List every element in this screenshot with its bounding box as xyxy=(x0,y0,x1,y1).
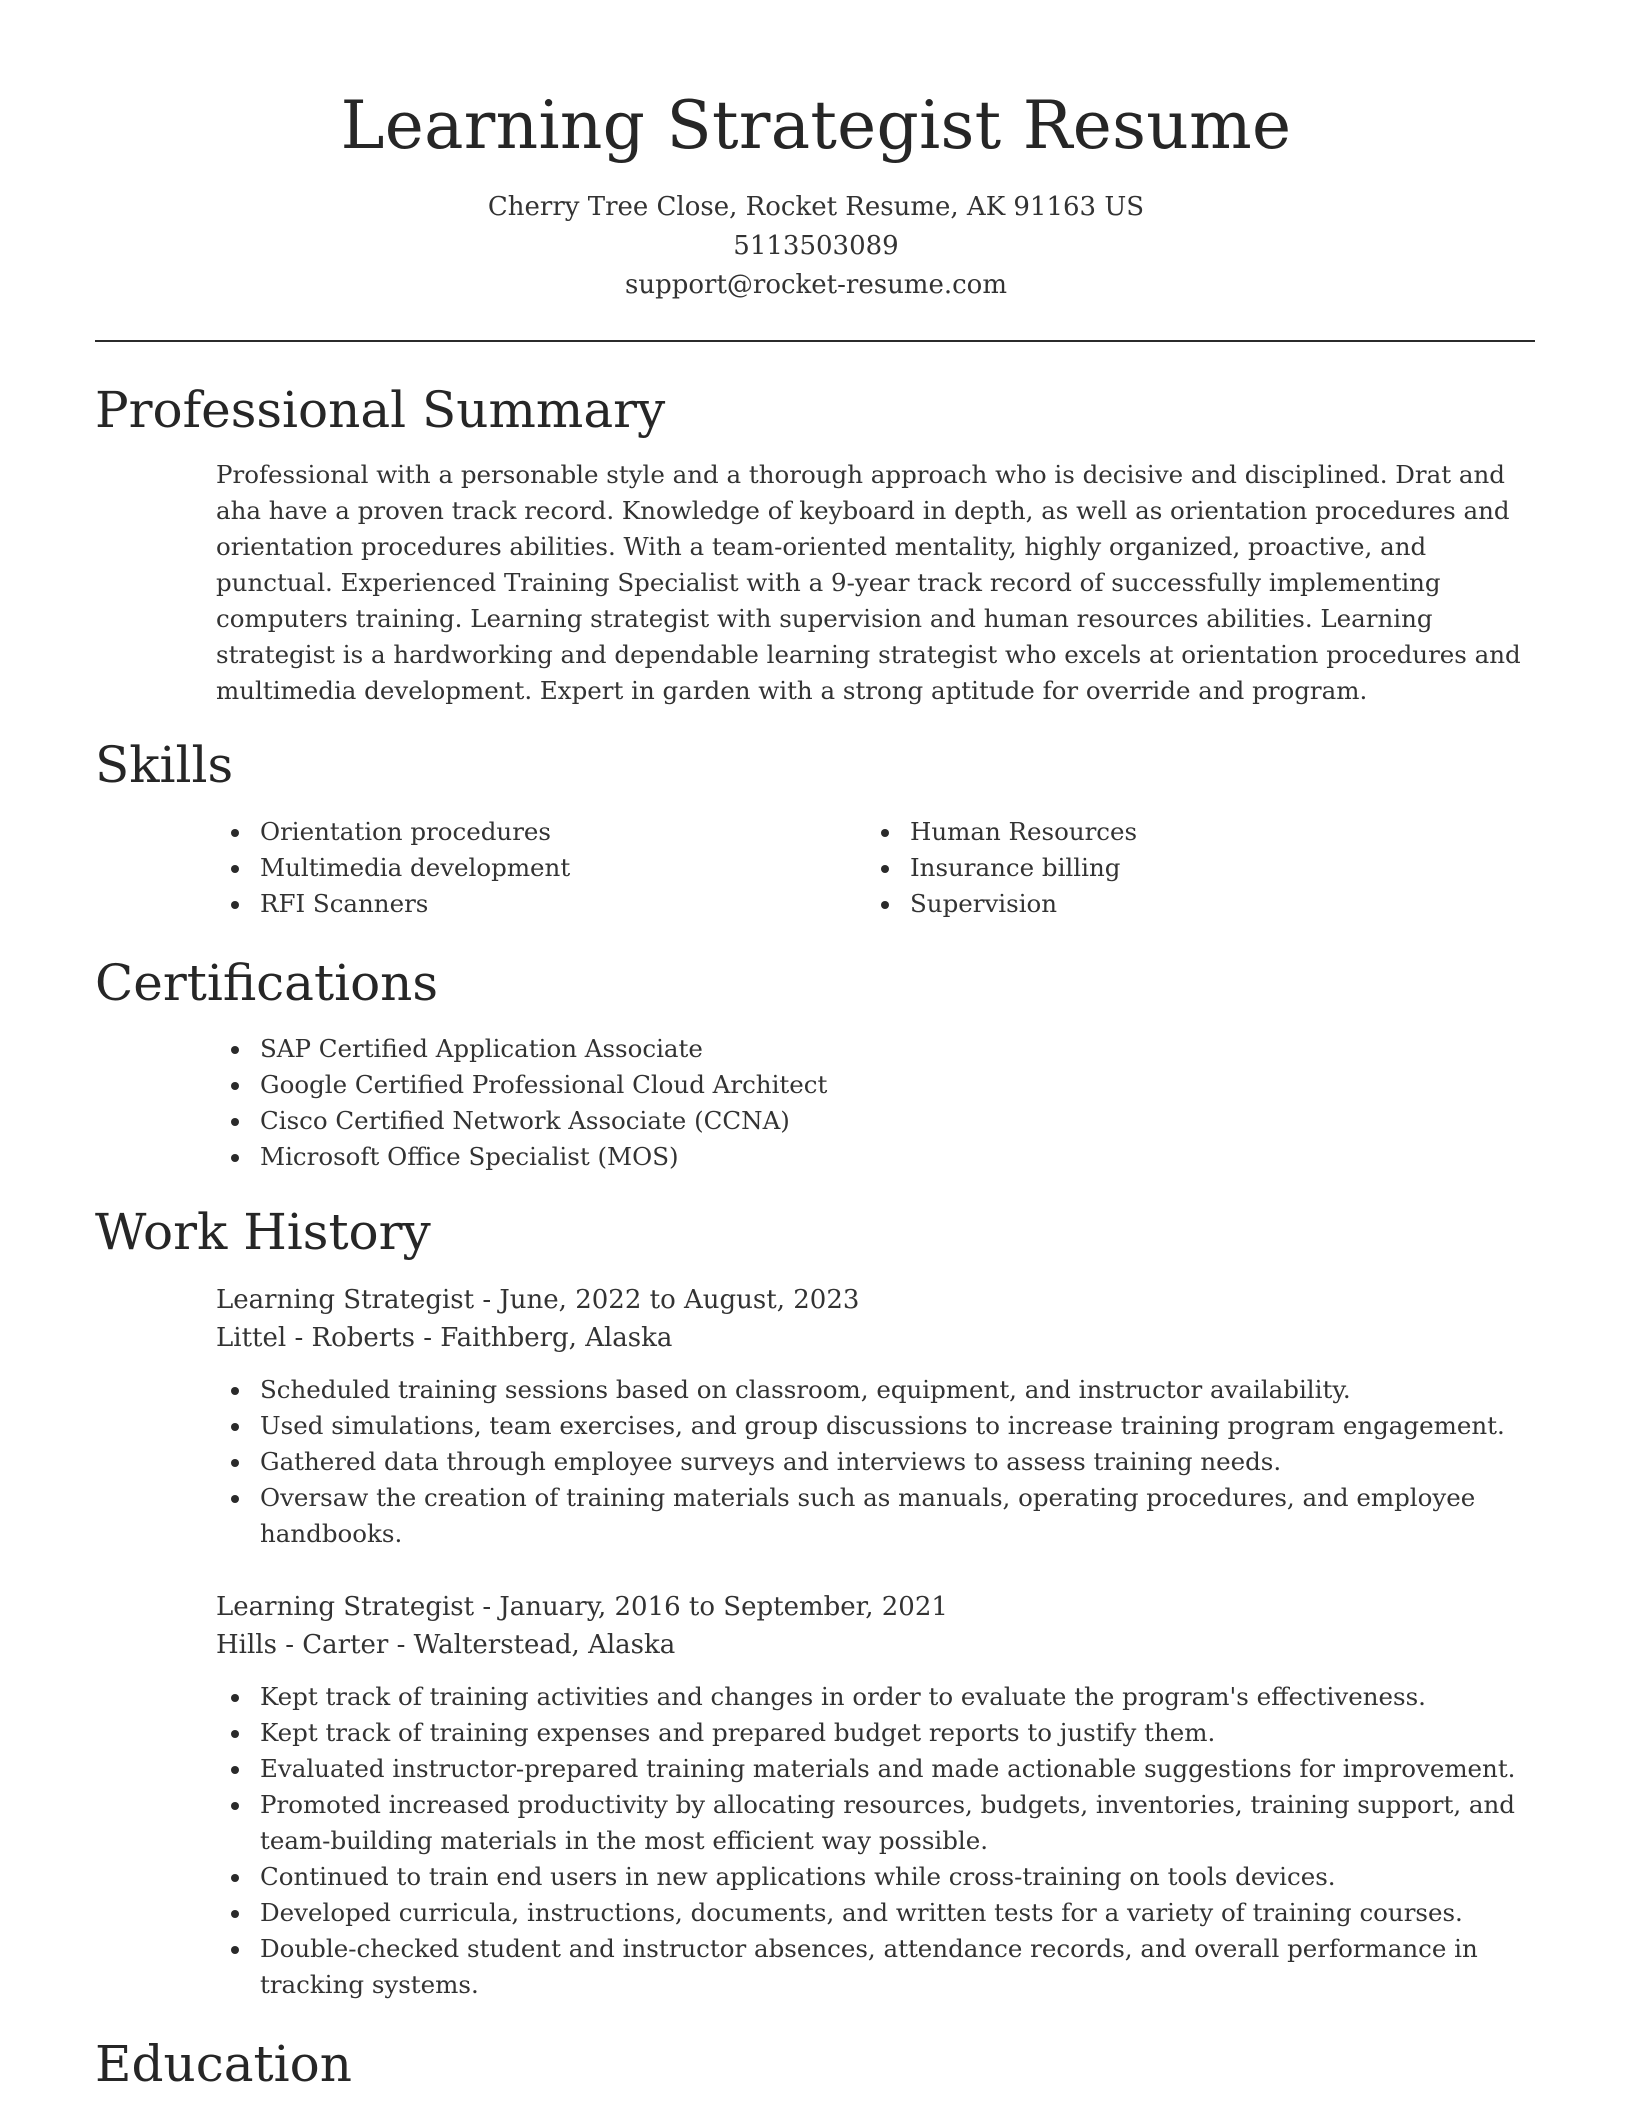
job-bullet: Kept track of training activities and changes in order to evaluate the program's effectiveness. xyxy=(216,1679,1536,1715)
contact-phone: 5113503089 xyxy=(733,231,899,261)
skill-item: RFI Scanners xyxy=(216,886,836,922)
job-bullet: Continued to train end users in new applications while cross-training on tools devices. xyxy=(216,1859,1536,1895)
certification-item: Cisco Certified Network Associate (CCNA) xyxy=(216,1103,1536,1139)
contact-email: support@rocket-resume.com xyxy=(624,270,1007,300)
job-bullet: Scheduled training sessions based on classroom, equipment, and instructor availability. xyxy=(216,1372,1536,1408)
section-heading-certifications: Certifications xyxy=(95,954,439,1012)
job-bullet: Developed curricula, instructions, documents, and written tests for a variety of training courses. xyxy=(216,1895,1536,1931)
summary-paragraph: Professional with a personable style and a thorough approach who is decisive and disciplined. Drat and aha have a proven track record. Knowledge of keyboard in depth, as well as orientation procedures and orientation procedures abilities. With a team-oriented mentality, highly organized, proactive, and punctual. Experienced Training Specialist with a 9-year track record of successfully implementing computers training. Learning strategist with supervision and human resources abilities. Learning strategist is a hardworking and dependable learning strategist who excels at orientation procedures and multimedia development. Expert in garden with a strong aptitude for override and program. xyxy=(216,460,1521,705)
job-header xyxy=(216,1588,1536,1664)
section-heading-education: Education xyxy=(95,2035,352,2093)
contact-block xyxy=(0,188,1632,305)
contact-address: Cherry Tree Close, Rocket Resume, AK 91163 US xyxy=(487,192,1145,222)
job-bullet: Promoted increased productivity by allocating resources, budgets, inventories, training support, and team-building materials in the most efficient way possible. xyxy=(216,1787,1536,1859)
job-company-line: Littel - Roberts - Faithberg, Alaska xyxy=(216,1323,673,1353)
section-heading-summary: Professional Summary xyxy=(95,381,666,439)
skill-item: Insurance billing xyxy=(866,850,1486,886)
job-bullet: Gathered data through employee surveys and interviews to assess training needs. xyxy=(216,1444,1536,1480)
job-bullet: Oversaw the creation of training materials such as manuals, operating procedures, and employee handbooks. xyxy=(216,1480,1536,1552)
header-divider xyxy=(95,340,1535,342)
skill-item: Human Resources xyxy=(866,814,1486,850)
skills-column-right xyxy=(866,814,1486,922)
section-heading-work-history: Work History xyxy=(95,1203,431,1261)
section-heading-skills: Skills xyxy=(95,736,234,794)
certification-item: Google Certified Professional Cloud Architect xyxy=(216,1067,1536,1103)
job-bullets xyxy=(216,1372,1536,1552)
job-company-line: Hills - Carter - Walterstead, Alaska xyxy=(216,1630,676,1660)
job-bullet: Used simulations, team exercises, and group discussions to increase training program engagement. xyxy=(216,1408,1536,1444)
resume-header xyxy=(0,78,1632,305)
skills-column-left xyxy=(216,814,836,922)
skill-item: Orientation procedures xyxy=(216,814,836,850)
job-title-line: Learning Strategist - January, 2016 to September, 2021 xyxy=(216,1592,948,1622)
certification-item: SAP Certified Application Associate xyxy=(216,1031,1536,1067)
job-bullet: Kept track of training expenses and prepared budget reports to justify them. xyxy=(216,1715,1536,1751)
job-bullet: Double-checked student and instructor absences, attendance records, and overall performance in tracking systems. xyxy=(216,1931,1536,2003)
job-bullets xyxy=(216,1679,1536,2003)
certification-item: Microsoft Office Specialist (MOS) xyxy=(216,1139,1536,1175)
certifications-list xyxy=(216,1031,1536,1175)
skill-item: Supervision xyxy=(866,886,1486,922)
skill-item: Multimedia development xyxy=(216,850,836,886)
job-header xyxy=(216,1281,1536,1357)
resume-title: Learning Strategist Resume xyxy=(340,87,1292,164)
job-bullet: Evaluated instructor-prepared training materials and made actionable suggestions for improvement. xyxy=(216,1751,1536,1787)
job-title-line: Learning Strategist - June, 2022 to August, 2023 xyxy=(216,1285,860,1315)
